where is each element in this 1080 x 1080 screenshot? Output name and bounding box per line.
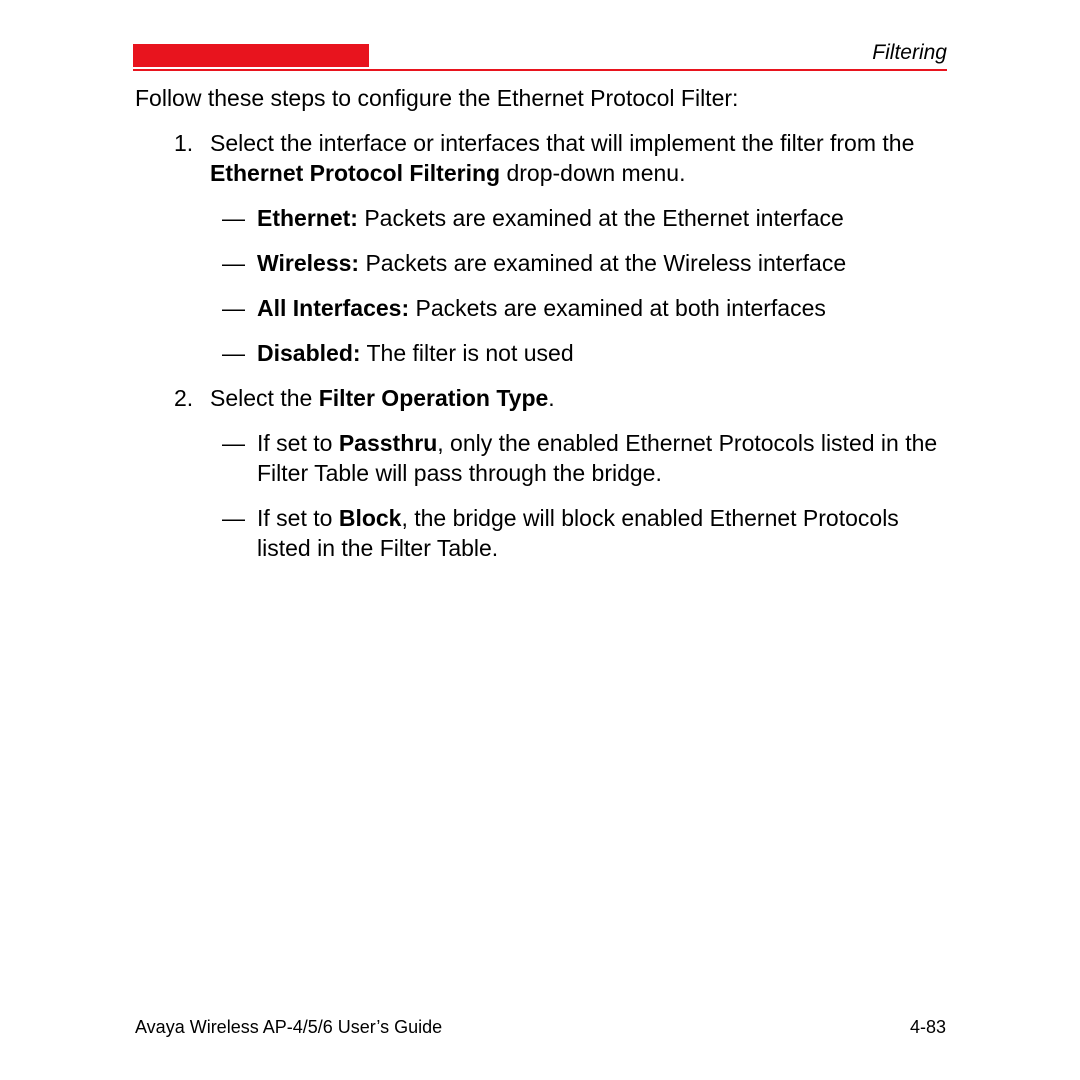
list-item-passthru [135, 428, 947, 488]
step-number: 1. [174, 130, 194, 156]
item-description: Packets are examined at the Ethernet interface [357, 205, 844, 231]
item-description: The filter is not used [360, 340, 574, 366]
step-text-end: . [548, 385, 555, 411]
header-accent-bar [133, 44, 369, 67]
list-item-ethernet [135, 203, 947, 233]
step-1 [135, 128, 947, 188]
item-description: , only the enabled Ethernet Protocols listed in the Filter Table will pass through the bridge. [257, 430, 938, 486]
dash-bullet: — [222, 295, 245, 321]
header-rule [133, 69, 947, 71]
dash-bullet: — [222, 430, 245, 456]
dash-bullet: — [222, 205, 245, 231]
dash-bullet: — [222, 505, 245, 531]
item-description: Packets are examined at both interfaces [409, 295, 826, 321]
item-term: All Interfaces: [257, 295, 410, 321]
item-description: Packets are examined at the Wireless interface [359, 250, 847, 276]
dash-bullet: — [222, 340, 245, 366]
item-term: Disabled: [257, 340, 361, 366]
item-term: Passthru [338, 430, 438, 456]
item-description: , the bridge will block enabled Ethernet Protocols listed in the Filter Table. [257, 505, 899, 561]
item-term: Wireless: [257, 250, 360, 276]
item-term: Ethernet: [257, 205, 358, 231]
section-title: Filtering [872, 41, 947, 64]
step-text: Select the interface or interfaces that will implement the filter from the [210, 130, 915, 156]
item-lead: If set to [257, 505, 339, 531]
step-emphasis: Ethernet Protocol Filtering [210, 160, 501, 186]
item-term: Block [338, 505, 402, 531]
step-emphasis: Filter Operation Type [318, 385, 549, 411]
step-text-end: drop-down menu. [500, 160, 686, 186]
footer-page-number: 4-83 [909, 1017, 946, 1037]
list-item-wireless [135, 248, 947, 278]
list-item-all-interfaces [135, 293, 947, 323]
intro-text: Follow these steps to configure the Ethernet Protocol Filter: [135, 85, 739, 111]
list-item-disabled [135, 338, 947, 368]
footer-guide-title: Avaya Wireless AP-4/5/6 User’s Guide [135, 1017, 443, 1037]
step-2 [135, 383, 947, 413]
step-number: 2. [174, 385, 194, 411]
item-lead: If set to [257, 430, 339, 456]
list-item-block [135, 503, 947, 563]
page-content [135, 80, 947, 563]
dash-bullet: — [222, 250, 245, 276]
step-text: Select the [210, 385, 319, 411]
